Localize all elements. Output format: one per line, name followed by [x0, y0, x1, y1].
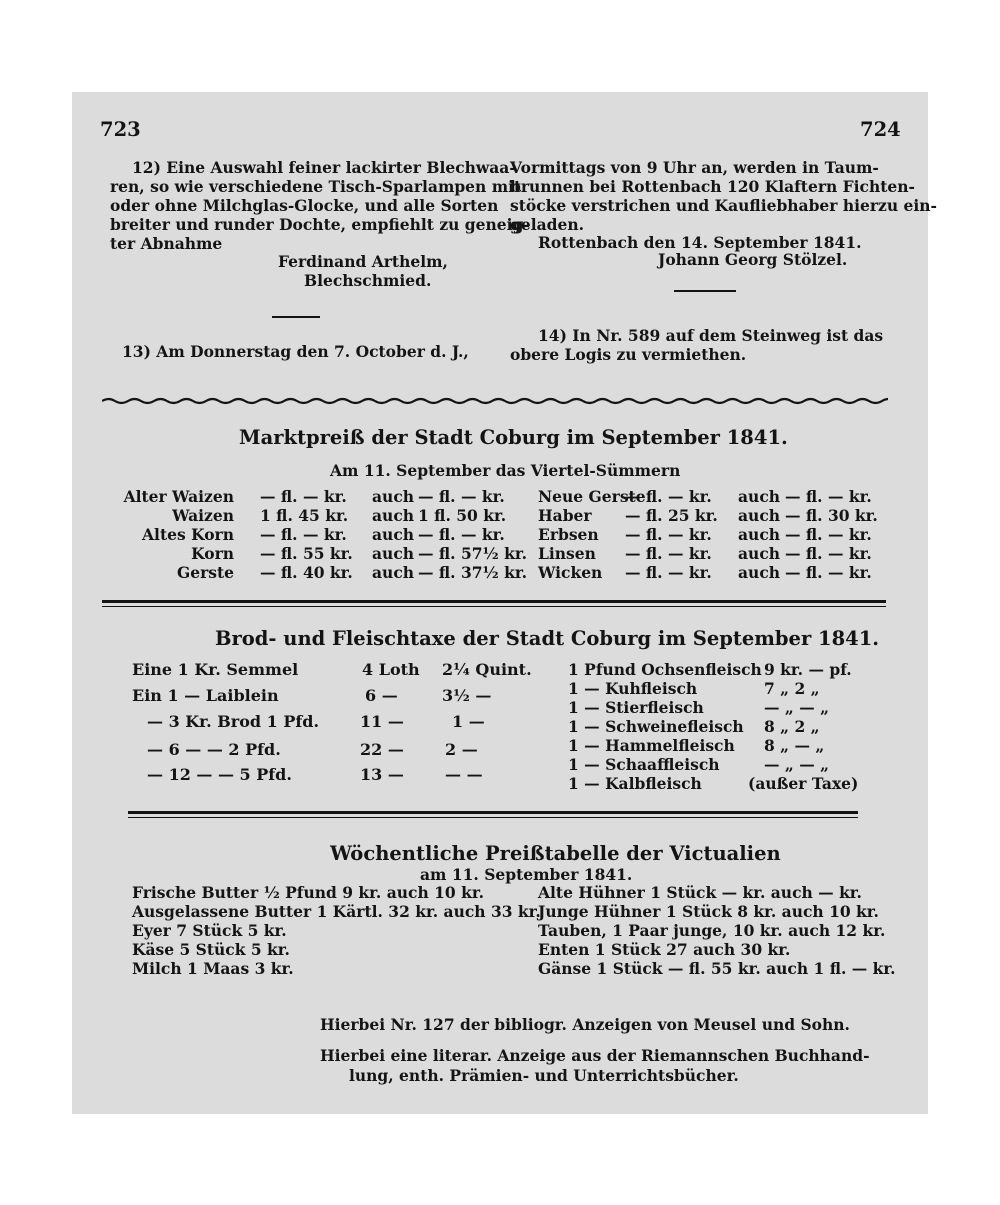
- weekly-date: am 11. September 1841.: [420, 865, 633, 884]
- bread-loth: 6 —: [365, 686, 398, 705]
- price-alt: 1 fl. 50 kr.: [418, 506, 507, 525]
- price: — fl. — kr.: [625, 544, 712, 563]
- price: — fl. 55 kr.: [260, 544, 353, 563]
- price: — fl. — kr.: [625, 525, 712, 544]
- ad-13-heading: 13) Am Donnerstag den 7. October d. J.,: [122, 342, 469, 361]
- victual-line: Käse 5 Stück 5 kr.: [132, 940, 290, 959]
- auch-label: auch: [372, 506, 415, 525]
- bread-loth: 22 —: [360, 740, 404, 759]
- ad-12-line: 12) Eine Auswahl feiner lackirter Blechwaa-: [132, 158, 516, 177]
- bread-item: — 3 Kr. Brod 1 Pfd.: [147, 712, 320, 731]
- auch-label: auch: [738, 563, 781, 582]
- price: — fl. — kr.: [625, 563, 712, 582]
- victual-line: Enten 1 Stück 27 auch 30 kr.: [538, 940, 791, 959]
- weekly-title: Wöchentliche Preißtabelle der Victualien: [330, 842, 781, 865]
- grain-label: Waizen: [172, 506, 234, 525]
- taxe-title: Brod- und Fleischtaxe der Stadt Coburg im September 1841.: [215, 627, 880, 650]
- ad-12-line: breiter und runder Dochte, empfiehlt zu geneig-: [110, 215, 530, 234]
- meat-item: 1 — Hammelfleisch: [568, 736, 735, 755]
- victual-line: Tauben, 1 Paar junge, 10 kr. auch 12 kr.: [538, 921, 886, 940]
- ad-13-line: Vormittags von 9 Uhr an, werden in Taum-: [510, 158, 879, 177]
- meat-price: 7 „ 2 „: [764, 679, 820, 698]
- market-subtitle: Am 11. September das Viertel-Sümmern: [330, 461, 681, 480]
- meat-price: 8 „ — „: [764, 736, 825, 755]
- grain-label: Haber: [538, 506, 592, 525]
- page-number-left: 723: [100, 118, 141, 141]
- price-alt: — fl. — kr.: [785, 544, 872, 563]
- ad-12-signature: Blechschmied.: [304, 271, 432, 290]
- separator: [674, 290, 736, 292]
- victual-line: Milch 1 Maas 3 kr.: [132, 959, 294, 978]
- victual-line: Eyer 7 Stück 5 kr.: [132, 921, 287, 940]
- price: — fl. — kr.: [625, 487, 712, 506]
- meat-item: 1 Pfund Ochsenfleisch: [568, 660, 762, 679]
- double-rule: [102, 600, 886, 603]
- meat-item: 1 — Schaaffleisch: [568, 755, 720, 774]
- price-alt: — fl. 30 kr.: [785, 506, 878, 525]
- bread-quint: 2¼ Quint.: [442, 660, 532, 679]
- bread-item: — 12 — — 5 Pfd.: [147, 765, 292, 784]
- scanned-page: [72, 92, 937, 1114]
- bread-quint: 3½ —: [442, 686, 492, 705]
- ad-12-line: ter Abnahme: [110, 234, 223, 253]
- price: — fl. — kr.: [260, 525, 347, 544]
- bread-loth: 13 —: [360, 765, 404, 784]
- victual-line: Alte Hühner 1 Stück — kr. auch — kr.: [538, 883, 862, 902]
- double-rule: [128, 811, 858, 814]
- victual-line: Gänse 1 Stück — fl. 55 kr. auch 1 fl. — kr.: [538, 959, 896, 978]
- price: — fl. 25 kr.: [625, 506, 718, 525]
- bread-item: — 6 — — 2 Pfd.: [147, 740, 281, 759]
- grain-label: Gerste: [176, 563, 234, 582]
- market-title: Marktpreiß der Stadt Coburg im September 1841.: [239, 426, 788, 449]
- separator: [272, 316, 320, 318]
- meat-price: 8 „ 2 „: [764, 717, 820, 736]
- victual-line: Ausgelassene Butter 1 Kärtl. 32 kr. auch 33 kr.: [132, 902, 541, 921]
- grain-label: Erbsen: [538, 525, 599, 544]
- meat-price: (außer Taxe): [748, 774, 859, 793]
- page-number-right: 724: [860, 118, 901, 141]
- meat-item: 1 — Kalbfleisch: [568, 774, 702, 793]
- bread-loth: 4 Loth: [362, 660, 420, 679]
- ad-12-signature: Ferdinand Arthelm,: [278, 252, 448, 271]
- ad-13-line: geladen.: [510, 215, 584, 234]
- price-alt: — fl. — kr.: [418, 525, 505, 544]
- auch-label: auch: [738, 544, 781, 563]
- grain-label: Linsen: [538, 544, 596, 563]
- grain-label: Altes Korn: [142, 525, 234, 544]
- ad-14-line: obere Logis zu vermiethen.: [510, 345, 747, 364]
- auch-label: auch: [372, 525, 415, 544]
- ad-13-signature: Johann Georg Stölzel.: [658, 250, 848, 269]
- double-rule: [128, 817, 858, 818]
- price-alt: — fl. 37½ kr.: [418, 563, 527, 582]
- meat-price: — „ — „: [764, 755, 830, 774]
- ad-13-line: stöcke verstrichen und Kaufliebhaber hierzu ein-: [510, 196, 937, 215]
- auch-label: auch: [738, 506, 781, 525]
- footer-notice: lung, enth. Prämien- und Unterrichtsbücher.: [349, 1066, 739, 1085]
- price-alt: — fl. — kr.: [418, 487, 505, 506]
- grain-label: Neue Gerste: [538, 487, 646, 506]
- meat-item: 1 — Kuhfleisch: [568, 679, 698, 698]
- price-alt: — fl. — kr.: [785, 525, 872, 544]
- bread-quint: 2 —: [445, 740, 478, 759]
- auch-label: auch: [372, 487, 415, 506]
- meat-price: — „ — „: [764, 698, 830, 717]
- market-row: [72, 565, 928, 585]
- footer-notice: Hierbei Nr. 127 der bibliogr. Anzeigen von Meusel und Sohn.: [320, 1015, 850, 1034]
- meat-item: 1 — Stierfleisch: [568, 698, 704, 717]
- victual-line: Junge Hühner 1 Stück 8 kr. auch 10 kr.: [538, 902, 879, 921]
- price: 1 fl. 45 kr.: [260, 506, 349, 525]
- bread-quint: 1 —: [452, 712, 485, 731]
- bread-quint: — —: [445, 765, 483, 784]
- meat-price: 9 kr. — pf.: [764, 660, 852, 679]
- ad-12-line: ren, so wie verschiedene Tisch-Sparlampen mit: [110, 177, 522, 196]
- auch-label: auch: [372, 544, 415, 563]
- bread-item: Ein 1 — Laiblein: [132, 686, 279, 705]
- meat-item: 1 — Schweinefleisch: [568, 717, 744, 736]
- bread-item: Eine 1 Kr. Semmel: [132, 660, 299, 679]
- price: — fl. 40 kr.: [260, 563, 353, 582]
- double-rule: [102, 606, 886, 607]
- price: — fl. — kr.: [260, 487, 347, 506]
- price-alt: — fl. — kr.: [785, 487, 872, 506]
- ad-14-line: 14) In Nr. 589 auf dem Steinweg ist das: [538, 326, 884, 345]
- grain-label: Wicken: [538, 563, 603, 582]
- grain-label: Alter Waizen: [123, 487, 234, 506]
- price-alt: — fl. 57½ kr.: [418, 544, 527, 563]
- bread-loth: 11 —: [360, 712, 404, 731]
- ad-13-date: Rottenbach den 14. September 1841.: [538, 233, 862, 252]
- auch-label: auch: [738, 487, 781, 506]
- grain-label: Korn: [191, 544, 234, 563]
- price-alt: — fl. — kr.: [785, 563, 872, 582]
- victual-line: Frische Butter ½ Pfund 9 kr. auch 10 kr.: [132, 883, 484, 902]
- footer-notice: Hierbei eine literar. Anzeige aus der Riemannschen Buchhand-: [320, 1046, 870, 1065]
- auch-label: auch: [738, 525, 781, 544]
- ad-12-line: oder ohne Milchglas-Glocke, und alle Sorten: [110, 196, 499, 215]
- wavy-divider: [102, 396, 888, 406]
- auch-label: auch: [372, 563, 415, 582]
- ad-13-line: brunnen bei Rottenbach 120 Klaftern Fichten-: [510, 177, 915, 196]
